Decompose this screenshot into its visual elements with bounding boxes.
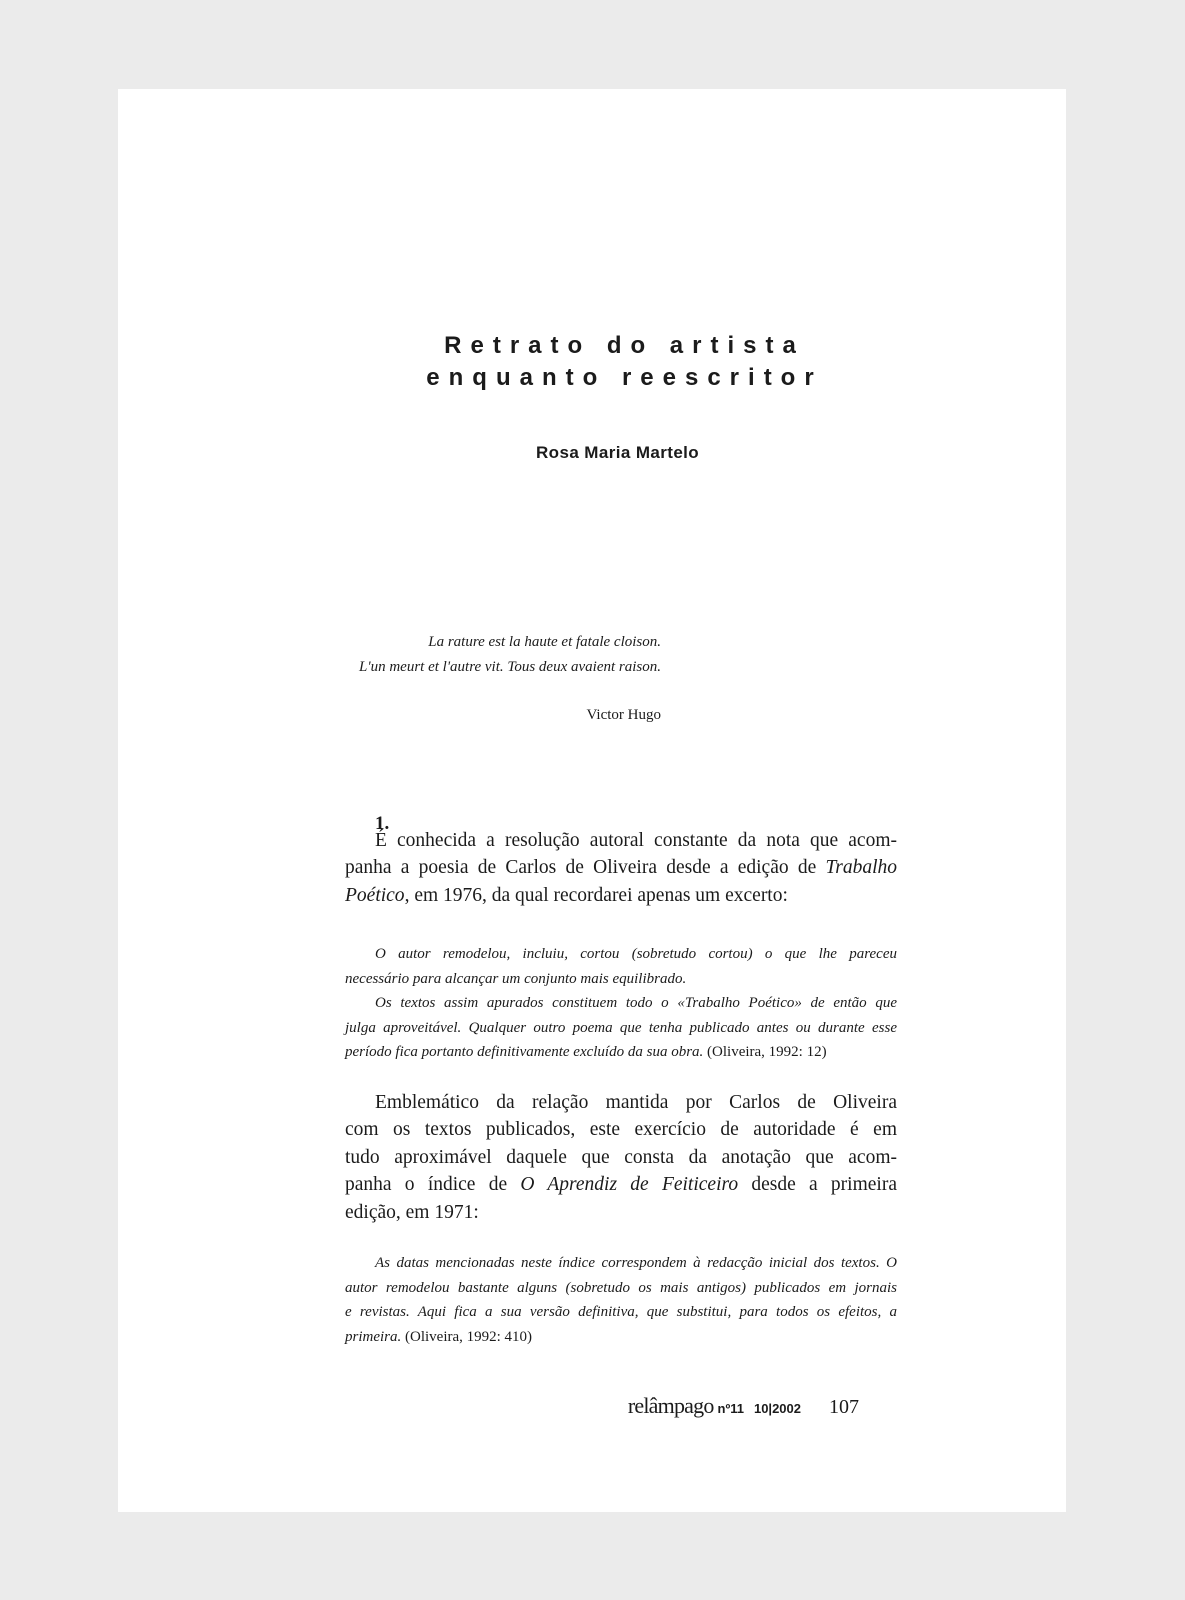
quote-line	[345, 1040, 897, 1065]
issue-number: nº11	[717, 1401, 744, 1416]
paragraph-line: tudo aproximável daquele que consta da anotação que acom-	[345, 1146, 897, 1168]
paragraph-line	[345, 854, 897, 881]
epigraph-line-2: L'un meurt et l'autre vit. Tous deux avaient raison.	[359, 659, 661, 675]
citation: (Oliveira, 1992: 12)	[703, 1044, 827, 1060]
document-page	[118, 89, 1066, 1512]
paragraph-2	[345, 1089, 897, 1226]
paragraph-line: É conhecida a resolução autoral constante da nota que acom-	[375, 830, 897, 851]
citation: (Oliveira, 1992: 410)	[401, 1328, 533, 1345]
book-title: O Aprendiz de Feiticeiro	[520, 1174, 739, 1196]
page-footer	[628, 1393, 859, 1419]
title-line-2: enquanto reescritor	[426, 364, 823, 391]
epigraph-line-1: La rature est la haute et fatale cloison.	[428, 634, 661, 650]
paragraph-1	[345, 827, 897, 909]
paragraph-line: Emblemático da relação mantida por Carlos de Oliveira	[375, 1092, 897, 1113]
quote-line: As datas mencionadas neste índice correspondem à redacção inicial dos textos. O	[375, 1255, 897, 1271]
text-run: panha a poesia de Carlos de Oliveira desde a edição de	[345, 857, 826, 879]
magazine-name: relâmpago	[627, 1393, 714, 1418]
text-run: , em 1976, da qual recordarei apenas um excerto:	[404, 884, 788, 906]
paragraph-line	[345, 882, 897, 909]
paragraph-line: com os textos publicados, este exercício de autoridade é em	[345, 1119, 897, 1141]
paragraph-line: edição, em 1971:	[345, 1201, 479, 1223]
text-run: panha o índice de	[345, 1174, 521, 1196]
author-name: Rosa Maria Martelo	[536, 443, 700, 462]
epigraph-source: Victor Hugo	[586, 707, 661, 723]
quote-line: e revistas. Aqui fica a sua versão definitiva, que substitui, para todos os efeitos, a	[345, 1304, 897, 1320]
paragraph-line	[345, 1171, 897, 1198]
quote-line: julga aproveitável. Qualquer outro poema que tenha publicado antes ou durante esse	[345, 1019, 897, 1036]
block-quote-1	[345, 942, 897, 1065]
article-title	[118, 330, 1131, 394]
text-run: período fica portanto definitivamente excluído da sua obra.	[345, 1044, 704, 1060]
text-run: primeira.	[345, 1328, 402, 1345]
section-number: 1.	[375, 813, 390, 834]
block-quote-2	[345, 1251, 897, 1349]
quote-line: autor remodelou bastante alguns (sobretudo os mais antigos) publicados em jornais	[345, 1279, 897, 1296]
epigraph	[359, 630, 661, 680]
page-number: 107	[829, 1396, 859, 1418]
quote-line: O autor remodelou, incluiu, cortou (sobretudo cortou) o que lhe pareceu	[375, 946, 897, 962]
quote-line: necessário para alcançar um conjunto mais equilibrado.	[345, 970, 687, 987]
title-line-1: Retrato do artista	[444, 332, 805, 359]
book-title: Trabalho	[825, 857, 897, 879]
quote-line	[345, 1325, 897, 1350]
quote-line: Os textos assim apurados constituem todo o «Trabalho Poético» de então que	[375, 995, 897, 1011]
issue-date: 10|2002	[753, 1401, 801, 1416]
text-run: desde a primeira	[738, 1174, 897, 1196]
book-title: Poético	[345, 884, 405, 906]
